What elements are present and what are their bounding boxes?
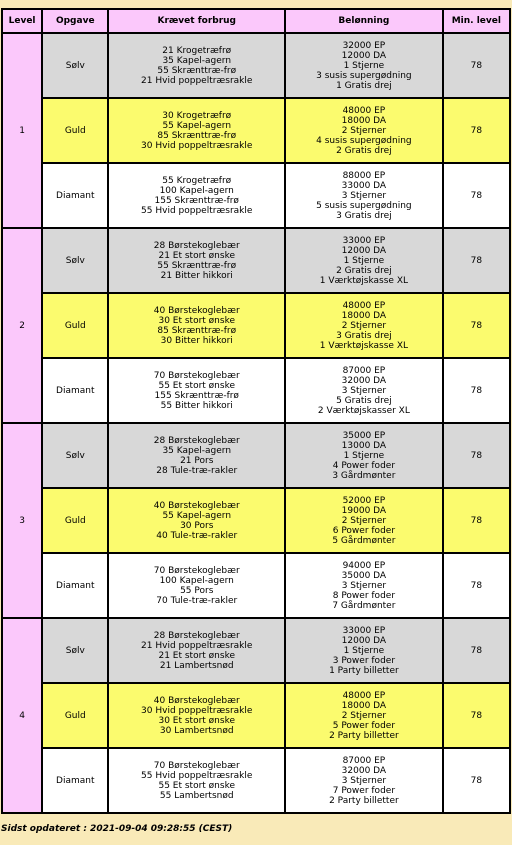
requirement-line: 155 Skrænttræ-frø [154, 390, 239, 401]
belonning-cell [286, 684, 442, 747]
requirement-line: 55 Lambertsnød [159, 790, 234, 801]
requirement-line: 40 Tule-træ-rakler [156, 530, 238, 541]
belonning-cell [286, 749, 442, 812]
opgave-cell: Guld [43, 99, 107, 162]
min-level-cell: 78 [444, 749, 509, 812]
reward-line: 2 Gratis drej [336, 145, 392, 156]
kraevet-forbrug-cell [109, 34, 284, 97]
table-row [3, 359, 509, 422]
requirement-line: 21 Bitter hikkori [160, 270, 233, 281]
requirement-line: 21 Hvid poppeltræsrakle [141, 75, 253, 86]
reward-line: 13000 DA [341, 440, 387, 451]
reward-line: 32000 DA [341, 765, 387, 776]
opgave-cell: Sølv [43, 424, 107, 487]
opgave-cell: Guld [43, 489, 107, 552]
reward-line: 1 Party billetter [329, 665, 399, 676]
reward-line: 52000 EP [342, 495, 386, 506]
table-row [3, 489, 509, 552]
belonning-cell [286, 99, 442, 162]
kraevet-forbrug-cell [109, 489, 284, 552]
requirement-line: 21 Pors [180, 455, 214, 466]
min-level-cell: 78 [444, 424, 509, 487]
requirement-line: 40 Børstekoglebær [153, 500, 240, 511]
last-updated-footer: Sidst opdateret : 2021-09-04 09:28:55 (CEST) [1, 824, 233, 834]
requirement-line: 30 Bitter hikkori [160, 335, 233, 346]
reward-line: 48000 EP [342, 690, 386, 701]
reward-line: 2 Party billetter [329, 795, 399, 806]
belonning-cell [286, 489, 442, 552]
requirement-line: 55 Kapel-agern [162, 510, 232, 521]
kraevet-forbrug-cell [109, 619, 284, 682]
requirement-line: 28 Børstekoglebær [153, 240, 240, 251]
requirement-line: 21 Hvid poppeltræsrakle [141, 640, 253, 651]
reward-line: 6 Power foder [332, 525, 396, 536]
min-level-cell: 78 [444, 164, 509, 227]
header-row [3, 10, 509, 32]
requirement-line: 28 Tule-træ-rakler [156, 465, 238, 476]
kraevet-forbrug-cell [109, 164, 284, 227]
reward-line: 5 susis supergødning [316, 200, 412, 211]
opgave-cell: Sølv [43, 34, 107, 97]
kraevet-forbrug-cell [109, 359, 284, 422]
table-row [3, 164, 509, 227]
reward-line: 7 Gårdmønter [332, 600, 396, 611]
min-level-cell: 78 [444, 294, 509, 357]
opgave-cell: Diamant [43, 359, 107, 422]
kraevet-forbrug-cell [109, 424, 284, 487]
requirement-line: 55 Hvid poppeltræsrakle [141, 770, 253, 781]
reward-line: 2 Stjerner [341, 710, 387, 721]
kraevet-forbrug-cell [109, 229, 284, 292]
reward-line: 1 Stjerne [343, 60, 385, 71]
header-min-level: Min. level [444, 10, 509, 32]
level-cell: 4 [3, 619, 41, 812]
table-row [3, 424, 509, 487]
reward-line: 3 Stjerner [341, 385, 387, 396]
reward-line: 33000 DA [341, 180, 387, 191]
requirement-line: 70 Børstekoglebær [153, 565, 240, 576]
reward-line: 35000 EP [342, 430, 386, 441]
opgave-cell: Guld [43, 684, 107, 747]
reward-line: 3 susis supergødning [316, 70, 412, 81]
table-row [3, 294, 509, 357]
reward-line: 18000 DA [341, 310, 387, 321]
reward-line: 8 Power foder [332, 590, 396, 601]
requirement-line: 100 Kapel-agern [159, 185, 234, 196]
requirement-line: 55 Krogetræfrø [162, 175, 232, 186]
kraevet-forbrug-cell [109, 554, 284, 617]
min-level-cell: 78 [444, 619, 509, 682]
requirement-line: 85 Skrænttræ-frø [157, 130, 237, 141]
table-row [3, 619, 509, 682]
requirement-line: 30 Et stort ønske [158, 715, 235, 726]
reward-line: 5 Gårdmønter [332, 535, 396, 546]
requirement-line: 40 Børstekoglebær [153, 695, 240, 706]
reward-line: 33000 EP [342, 235, 386, 246]
level-cell: 2 [3, 229, 41, 422]
reward-line: 18000 DA [341, 700, 387, 711]
reward-line: 12000 DA [341, 635, 387, 646]
requirement-line: 55 Skrænttræ-frø [157, 65, 237, 76]
requirement-line: 28 Børstekoglebær [153, 435, 240, 446]
requirement-line: 21 Et stort ønske [158, 250, 235, 261]
min-level-cell: 78 [444, 229, 509, 292]
belonning-cell [286, 359, 442, 422]
reward-line: 35000 DA [341, 570, 387, 581]
reward-line: 1 Gratis drej [336, 80, 392, 91]
requirement-line: 40 Børstekoglebær [153, 305, 240, 316]
opgave-cell: Diamant [43, 164, 107, 227]
reward-line: 3 Power foder [332, 655, 396, 666]
requirement-line: 35 Kapel-agern [162, 55, 232, 66]
requirement-line: 21 Lambertsnød [159, 660, 234, 671]
requirement-line: 85 Skrænttræ-frø [157, 325, 237, 336]
requirement-line: 28 Børstekoglebær [153, 630, 240, 641]
reward-line: 12000 DA [341, 50, 387, 61]
requirement-line: 30 Et stort ønske [158, 315, 235, 326]
requirement-line: 55 Bitter hikkori [160, 400, 233, 411]
requirement-line: 55 Et stort ønske [158, 380, 235, 391]
reward-line: 4 susis supergødning [316, 135, 412, 146]
requirement-line: 30 Hvid poppeltræsrakle [141, 140, 253, 151]
requirement-line: 30 Hvid poppeltræsrakle [141, 705, 253, 716]
reward-line: 5 Power foder [332, 720, 396, 731]
belonning-cell [286, 554, 442, 617]
requirement-line: 70 Børstekoglebær [153, 370, 240, 381]
reward-line: 19000 DA [341, 505, 387, 516]
reward-line: 87000 EP [342, 755, 386, 766]
requirement-line: 21 Krogetræfrø [162, 45, 232, 56]
table-row [3, 99, 509, 162]
belonning-cell [286, 424, 442, 487]
reward-line: 3 Stjerner [341, 190, 387, 201]
opgave-cell: Sølv [43, 229, 107, 292]
opgave-cell: Guld [43, 294, 107, 357]
table-row [3, 229, 509, 292]
requirement-line: 55 Pors [180, 585, 214, 596]
reward-line: 32000 DA [341, 375, 387, 386]
header-opgave: Opgave [43, 10, 107, 32]
requirement-line: 55 Skrænttræ-frø [157, 260, 237, 271]
reward-line: 2 Stjerner [341, 320, 387, 331]
belonning-cell [286, 619, 442, 682]
min-level-cell: 78 [444, 489, 509, 552]
reward-line: 2 Stjerner [341, 515, 387, 526]
requirement-line: 55 Kapel-agern [162, 120, 232, 131]
min-level-cell: 78 [444, 34, 509, 97]
reward-line: 3 Gratis drej [336, 210, 392, 221]
reward-line: 18000 DA [341, 115, 387, 126]
kraevet-forbrug-cell [109, 294, 284, 357]
kraevet-forbrug-cell [109, 749, 284, 812]
belonning-cell [286, 164, 442, 227]
reward-line: 2 Party billetter [329, 730, 399, 741]
header-belonning: Belønning [286, 10, 442, 32]
requirement-line: 55 Hvid poppeltræsrakle [141, 205, 253, 216]
reward-line: 2 Gratis drej [336, 265, 392, 276]
reward-line: 33000 EP [342, 625, 386, 636]
requirement-line: 30 Pors [180, 520, 214, 531]
reward-line: 48000 EP [342, 300, 386, 311]
reward-line: 3 Stjerner [341, 580, 387, 591]
reward-line: 2 Værktøjskasser XL [317, 405, 410, 416]
reward-line: 12000 DA [341, 245, 387, 256]
reward-line: 1 Stjerne [343, 255, 385, 266]
reward-line: 2 Stjerner [341, 125, 387, 136]
belonning-cell [286, 229, 442, 292]
reward-line: 88000 EP [342, 170, 386, 181]
requirement-line: 55 Et stort ønske [158, 780, 235, 791]
belonning-cell [286, 34, 442, 97]
requirement-line: 35 Kapel-agern [162, 445, 232, 456]
requirement-line: 100 Kapel-agern [159, 575, 234, 586]
reward-line: 7 Power foder [332, 785, 396, 796]
kraevet-forbrug-cell [109, 99, 284, 162]
min-level-cell: 78 [444, 684, 509, 747]
requirement-line: 30 Krogetræfrø [162, 110, 232, 121]
min-level-cell: 78 [444, 99, 509, 162]
requirement-line: 70 Tule-træ-rakler [156, 595, 238, 606]
reward-line: 94000 EP [342, 560, 386, 571]
min-level-cell: 78 [444, 554, 509, 617]
reward-line: 1 Stjerne [343, 450, 385, 461]
level-cell: 1 [3, 34, 41, 227]
table-row [3, 554, 509, 617]
header-level: Level [3, 10, 41, 32]
requirement-line: 155 Skrænttræ-frø [154, 195, 239, 206]
reward-line: 32000 EP [342, 40, 386, 51]
belonning-cell [286, 294, 442, 357]
reward-line: 1 Stjerne [343, 645, 385, 656]
opgave-cell: Sølv [43, 619, 107, 682]
level-cell: 3 [3, 424, 41, 617]
task-table [1, 8, 511, 814]
reward-line: 4 Power foder [332, 460, 396, 471]
reward-line: 1 Værktøjskasse XL [319, 340, 409, 351]
reward-line: 5 Gratis drej [336, 395, 392, 406]
reward-line: 3 Stjerner [341, 775, 387, 786]
min-level-cell: 78 [444, 359, 509, 422]
kraevet-forbrug-cell [109, 684, 284, 747]
header-kraevet-forbrug: Krævet forbrug [109, 10, 284, 32]
reward-line: 3 Gårdmønter [332, 470, 396, 481]
reward-line: 1 Værktøjskasse XL [319, 275, 409, 286]
opgave-cell: Diamant [43, 554, 107, 617]
table-row [3, 34, 509, 97]
requirement-line: 70 Børstekoglebær [153, 760, 240, 771]
opgave-cell: Diamant [43, 749, 107, 812]
requirement-line: 21 Et stort ønske [158, 650, 235, 661]
table-row [3, 749, 509, 812]
table-row [3, 684, 509, 747]
reward-line: 3 Gratis drej [336, 330, 392, 341]
requirement-line: 30 Lambertsnød [159, 725, 234, 736]
reward-line: 87000 EP [342, 365, 386, 376]
reward-line: 48000 EP [342, 105, 386, 116]
